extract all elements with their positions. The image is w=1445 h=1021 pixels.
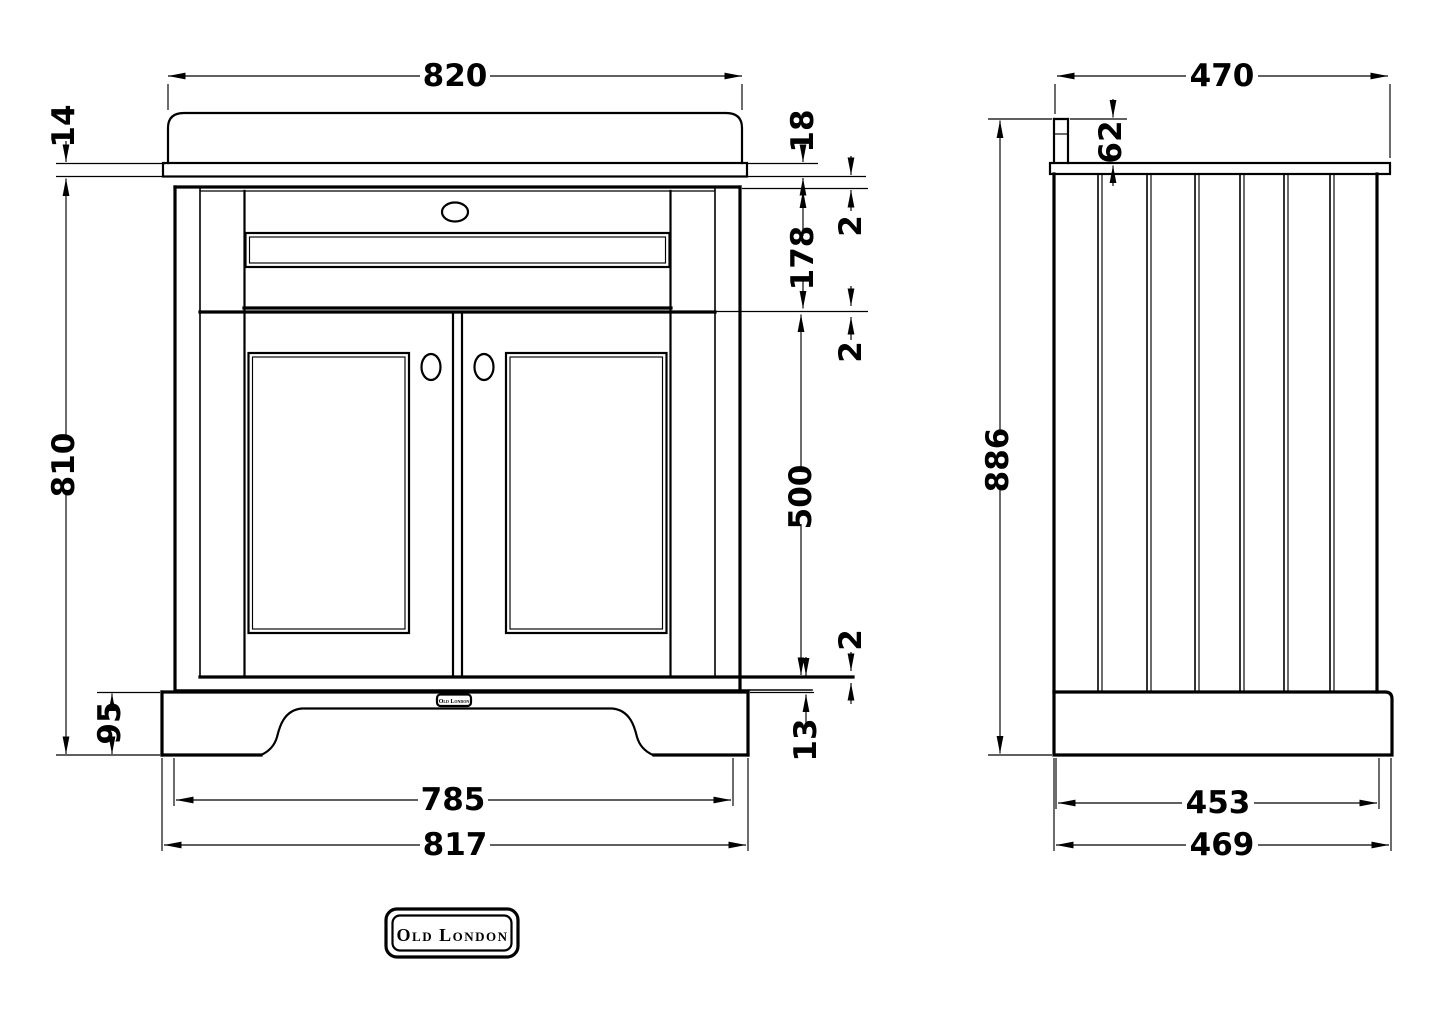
plinth-badge-text: Old London [438,699,470,705]
dim-overall-width-label: 817 [422,827,488,863]
dim-top-width-label: 820 [422,58,488,94]
brand-logo [386,909,518,957]
dim-overall-depth-label: 470 [1189,58,1255,94]
dim-gap-top-label: 2 [833,215,869,237]
dim-upstand-height-label: 62 [1093,120,1129,164]
dim-door-height-label: 500 [783,464,819,530]
dim-drawer-front-height-label: 178 [785,225,821,291]
dim-edge-height-label: 18 [785,109,821,153]
dim-plinth-height-label: 95 [92,701,128,745]
dim-overall-height-label: 886 [980,427,1016,493]
dim-base-outer-depth-label: 469 [1189,827,1255,863]
dim-base-inner-width-label: 785 [420,782,486,818]
dim-gap-middle-label: 2 [833,341,869,363]
brand-logo-text: Old London [396,925,509,945]
dim-carcass-height-label: 810 [46,432,82,498]
dim-base-inner-depth-label: 453 [1185,785,1251,821]
dim-gap-bottom-label: 2 [833,629,869,651]
dim-bottom-clearance-label: 13 [788,718,824,762]
dim-worktop-thickness-label: 14 [46,104,82,148]
